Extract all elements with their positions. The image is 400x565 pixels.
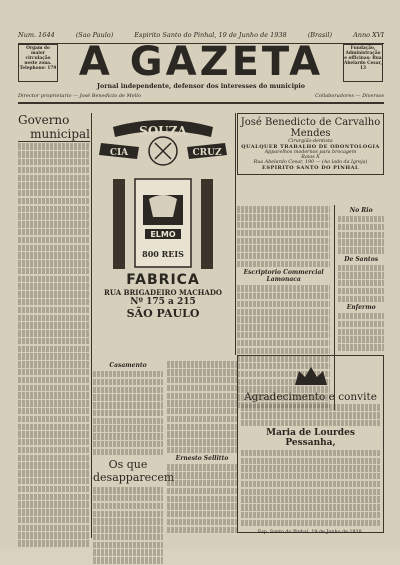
- ad-city: SÃO PAULO: [126, 307, 200, 320]
- right-ear-box: Fundação, Administração e officinas: Rua Abelardo Cesar, 13: [343, 44, 383, 82]
- left-column: [18, 113, 90, 548]
- logo-cia: CIA: [109, 148, 129, 158]
- issue-date: Espirito Santo do Pinhal, 19 de Junho de 1938: [134, 31, 287, 39]
- dentist-name: José Benedicto de Carvalho Mendes: [240, 117, 381, 139]
- heading-no-rio: No Rio: [349, 207, 373, 214]
- tagline: Jornal independente, defensor dos interesses do municipio: [97, 83, 305, 90]
- agradecimento-name: Maria de Lourdes Pessanha,: [266, 428, 355, 449]
- logo-souza: SOUZA: [139, 124, 187, 138]
- ad-number: Nº 175 a 215: [130, 297, 196, 307]
- issue-city: (Sao Paulo): [75, 31, 114, 39]
- heading-casamento: Casamento: [109, 362, 147, 369]
- pack-brand: ELMO: [150, 230, 176, 239]
- heading-sellitto: Ernesto Sellitto: [175, 455, 229, 463]
- article-title-governo: Governo: [18, 113, 70, 127]
- director-text: Director proprietario — José Benedicto de Mello: [18, 93, 141, 99]
- heading-escriptorio: Escriptorio Commercial Lamonaca: [243, 269, 324, 284]
- news-column-casamento: [93, 360, 175, 565]
- masthead-title: A GAZETA: [78, 39, 324, 85]
- dentist-equipment: Apparelhos modernos para brocagem: [264, 150, 357, 155]
- issue-country: (Brasil): [307, 31, 333, 39]
- heading-de-santos: De Santos: [344, 255, 379, 263]
- dentist-city: ESPIRITO SANTO DO PINHAL: [262, 165, 359, 171]
- ad-street: RUA BRIGADEIRO MACHADO: [104, 288, 222, 297]
- souza-cruz-logo: [93, 113, 233, 173]
- article-body-governo: [18, 143, 90, 546]
- dentist-role: Cirurgião-dentista: [288, 139, 333, 144]
- article-title-desapparecem: Os que desapparecem: [93, 458, 175, 485]
- agradecimento-date: Esp. Santo do Pinhal, 19 de Junho de 1938.: [257, 530, 364, 536]
- collaborators-text: Collaboradores — Diversos: [315, 93, 384, 99]
- dentist-xray: Raios X: [301, 155, 320, 160]
- dentist-advertisement: [237, 113, 384, 175]
- left-ear-box: Orgam do maior circulação neste zona. Telephone: 179: [18, 44, 58, 82]
- issue-year: Anno XVI: [353, 31, 384, 39]
- ad-fabrica: FABRICA: [126, 272, 200, 288]
- agradecimento-title: Agradecimento e convite: [244, 391, 377, 403]
- cigarette-pack: [93, 177, 233, 272]
- issue-number: Num. 1644: [18, 31, 55, 39]
- article-title-municipal: municipal: [30, 127, 90, 141]
- crest-icon: [291, 363, 331, 387]
- heading-enfermo: Enfermo: [346, 304, 376, 312]
- pack-price: 800 REIS: [142, 249, 184, 259]
- director-line: [18, 93, 384, 104]
- agradecimento-notice: [237, 355, 384, 536]
- souza-cruz-advertisement: [93, 113, 233, 358]
- news-column-d: [167, 360, 237, 565]
- logo-cruz: CRUZ: [192, 148, 222, 158]
- dentist-service: QUALQUER TRABALHO DE ODONTOLOGIA: [241, 144, 380, 150]
- dentist-address: Rua Abelardo Cesar, 190 — (Ao lado da Igreja): [253, 160, 368, 165]
